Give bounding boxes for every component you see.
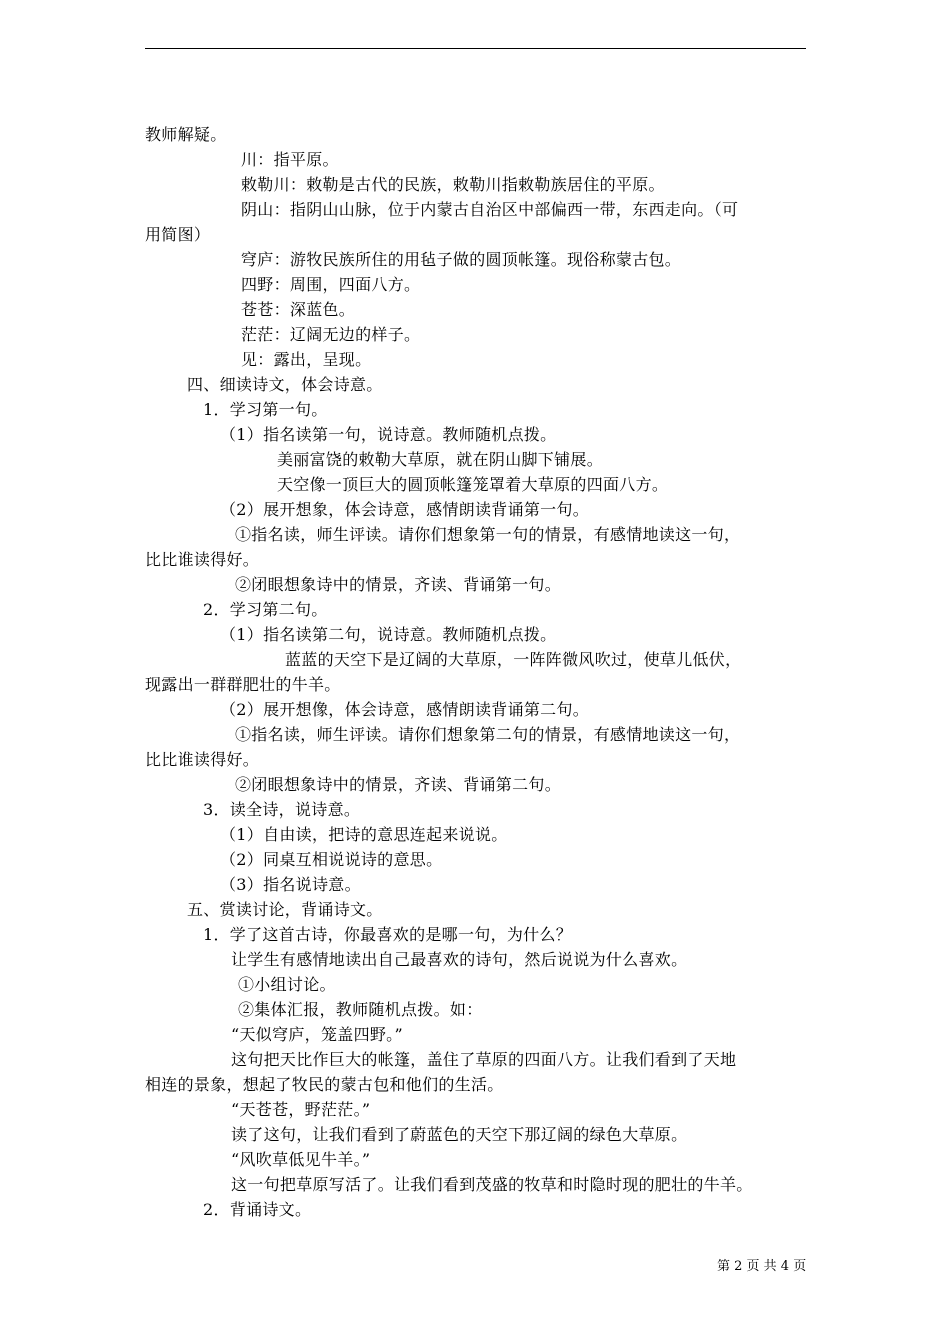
text-line: 读了这句，让我们看到了蔚蓝色的天空下那辽阔的绿色大草原。: [231, 1125, 688, 1144]
text-line: 蓝蓝的天空下是辽阔的大草原，一阵阵微风吹过，使草儿低伏，: [285, 650, 742, 669]
text-line: 这一句把草原写活了。让我们看到茂盛的牧草和时隐时现的肥壮的牛羊。: [231, 1175, 753, 1194]
text-line: “风吹草低见牛羊。”: [231, 1150, 371, 1169]
text-line: 敕勒川：敕勒是古代的民族，敕勒川指敕勒族居住的平原。: [241, 175, 665, 194]
text-line: ②闭眼想象诗中的情景，齐读、背诵第二句。: [235, 775, 562, 794]
text-line: （1）指名读第二句，说诗意。教师随机点拨。: [220, 625, 557, 644]
text-line: 苍苍：深蓝色。: [241, 300, 356, 319]
text-line: 天空像一顶巨大的圆顶帐篷笼罩着大草原的四面八方。: [277, 475, 669, 494]
text-line: 让学生有感情地读出自己最喜欢的诗句，然后说说为什么喜欢。: [231, 950, 688, 969]
header-rule: [145, 48, 806, 49]
text-line: 相连的景象，想起了牧民的蒙古包和他们的生活。: [145, 1075, 504, 1094]
text-line: （3）指名说诗意。: [220, 875, 361, 894]
text-line: 比比谁读得好。: [145, 550, 260, 569]
text-line: ②闭眼想象诗中的情景，齐读、背诵第一句。: [235, 575, 562, 594]
text-line: 茫茫：辽阔无边的样子。: [241, 325, 421, 344]
text-line: ①指名读，师生评读。请你们想象第一句的情景，有感情地读这一句，: [235, 525, 741, 544]
text-line: ①小组讨论。: [238, 975, 336, 994]
text-line: 这句把天比作巨大的帐篷，盖住了草原的四面八方。让我们看到了天地: [231, 1050, 737, 1069]
text-line: “天苍苍，野茫茫。”: [231, 1100, 371, 1119]
text-line: 穹庐：游牧民族所住的用毡子做的圆顶帐篷。现俗称蒙古包。: [241, 250, 682, 269]
text-line: ②集体汇报，教师随机点拨。如：: [238, 1000, 483, 1019]
text-line: （2）展开想像，体会诗意，感情朗读背诵第二句。: [220, 700, 590, 719]
text-line: “天似穹庐，笼盖四野。”: [231, 1025, 403, 1044]
text-line: 四野：周围，四面八方。: [241, 275, 421, 294]
text-line: ①指名读，师生评读。请你们想象第二句的情景，有感情地读这一句，: [235, 725, 741, 744]
document-body: [145, 122, 815, 1222]
text-line: 用简图）: [145, 225, 211, 244]
text-line: 比比谁读得好。: [145, 750, 260, 769]
text-line: 阴山：指阴山山脉，位于内蒙古自治区中部偏西一带，东西走向。（可: [241, 200, 739, 219]
text-line: 美丽富饶的敕勒大草原，就在阴山脚下铺展。: [277, 450, 604, 469]
text-line: （2）同桌互相说说诗的意思。: [220, 850, 443, 869]
text-line: 2．学习第二句。: [203, 600, 328, 619]
text-line: （2）展开想象，体会诗意，感情朗读背诵第一句。: [220, 500, 590, 519]
page-footer: 第 2 页 共 4 页: [717, 1259, 807, 1274]
text-line: 1．学习第一句。: [203, 400, 328, 419]
text-line: 2．背诵诗文。: [203, 1200, 312, 1219]
text-line: 四、细读诗文，体会诗意。: [187, 375, 383, 394]
text-line: 五、赏读讨论，背诵诗文。: [187, 900, 383, 919]
text-line: 1．学了这首古诗，你最喜欢的是哪一句，为什么？: [203, 925, 573, 944]
text-line: （1）指名读第一句，说诗意。教师随机点拨。: [220, 425, 557, 444]
text-line: 现露出一群群肥壮的牛羊。: [145, 675, 341, 694]
text-line: 3．读全诗，说诗意。: [203, 800, 361, 819]
text-line: （1）自由读，把诗的意思连起来说说。: [220, 825, 508, 844]
text-line: 川：指平原。: [241, 150, 339, 169]
text-line: 教师解疑。: [145, 125, 227, 144]
text-line: 见：露出，呈现。: [241, 350, 372, 369]
